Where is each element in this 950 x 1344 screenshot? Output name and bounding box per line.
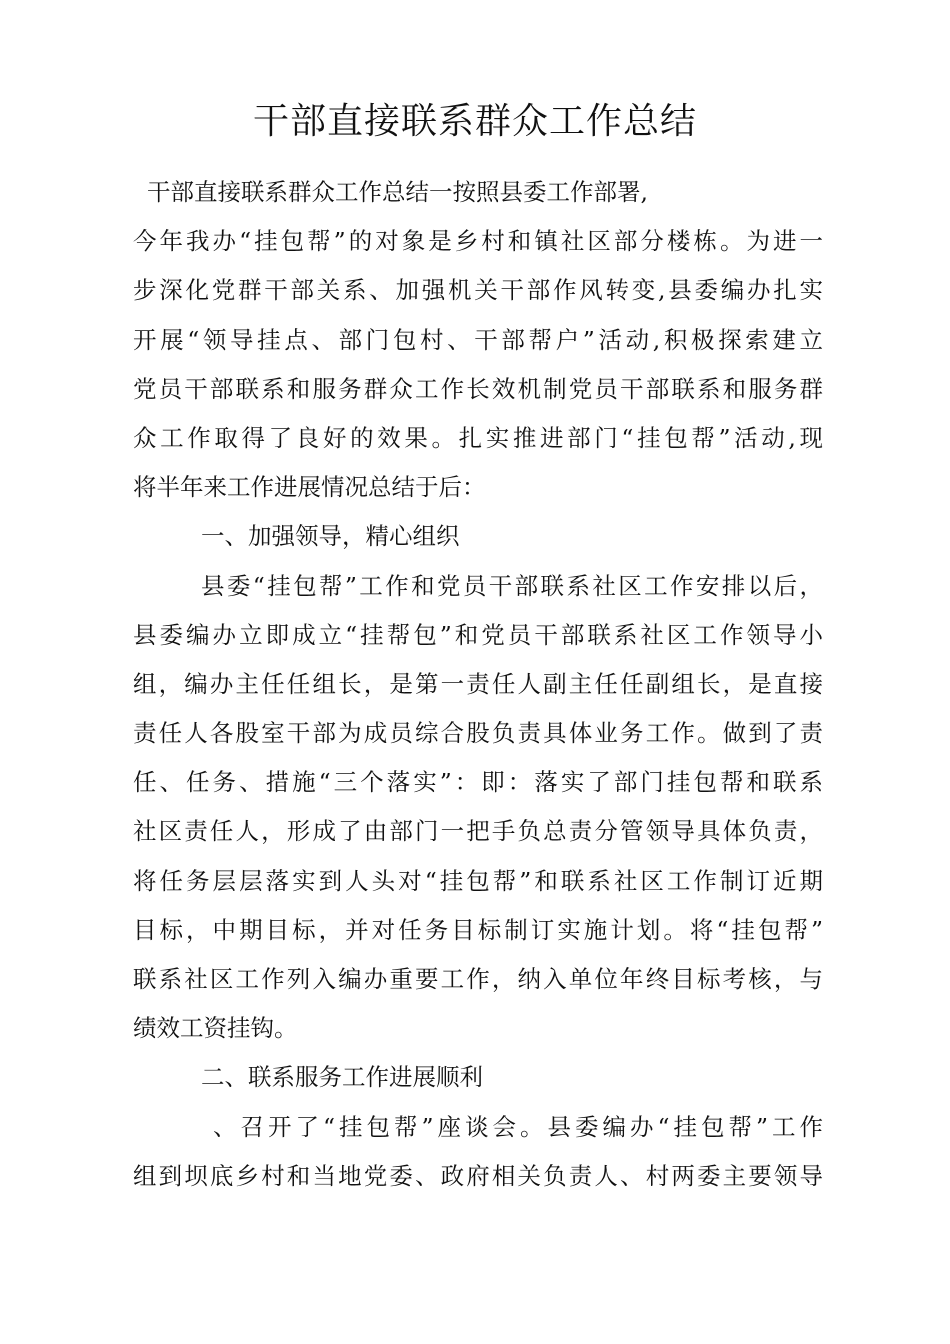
paragraph-line: 组，编办主任任组长，是第一责任人副主任任副组长，是直接	[133, 669, 823, 698]
document-body	[133, 168, 823, 1201]
paragraph-line: 责任人各股室干部为成员综合股负责具体业务工作。做到了责	[133, 719, 823, 748]
paragraph-line: 党员干部联系和服务群众工作长效机制党员干部联系和服务群	[133, 374, 823, 403]
paragraph-line: 步深化党群干部关系、加强机关干部作风转变,县委编办扎实	[133, 276, 823, 305]
paragraph-line: 县委编办立即成立“挂帮包”和党员干部联系社区工作领导小	[133, 620, 823, 649]
paragraph-line: 众工作取得了良好的效果。扎实推进部门“挂包帮”活动,现	[133, 423, 823, 452]
paragraph-line: 开展“领导挂点、部门包村、干部帮户”活动,积极探索建立	[133, 325, 823, 354]
paragraph-line: 任、任务、措施“三个落实”：即：落实了部门挂包帮和联系	[133, 768, 823, 797]
section-heading: 二、联系服务工作进展顺利	[201, 1063, 483, 1092]
paragraph-line: 将半年来工作进展情况总结于后：	[133, 473, 486, 502]
section-heading: 一、加强领导，精心组织	[201, 522, 460, 551]
paragraph-line: 干部直接联系群众工作总结一按照县委工作部署,	[147, 178, 648, 206]
paragraph-line: 目标，中期目标，并对任务目标制订实施计划。将“挂包帮”	[133, 915, 823, 944]
paragraph-line: 组到坝底乡村和当地党委、政府相关负责人、村两委主要领导	[133, 1161, 823, 1190]
paragraph-line: 绩效工资挂钩。	[133, 1014, 298, 1043]
paragraph-line: 将任务层层落实到人头对“挂包帮”和联系社区工作制订近期	[133, 866, 823, 895]
paragraph-line: 社区责任人，形成了由部门一把手负总责分管领导具体负责，	[133, 817, 823, 846]
document-title: 干部直接联系群众工作总结	[252, 101, 697, 142]
paragraph-line: 联系社区工作列入编办重要工作，纳入单位年终目标考核，与	[133, 965, 823, 993]
paragraph-line: 、召开了“挂包帮”座谈会。县委编办“挂包帮”工作	[213, 1112, 823, 1141]
paragraph-line: 县委“挂包帮”工作和党员干部联系社区工作安排以后，	[201, 571, 823, 600]
paragraph-line: 今年我办“挂包帮”的对象是乡村和镇社区部分楼栋。为进一	[133, 227, 823, 256]
